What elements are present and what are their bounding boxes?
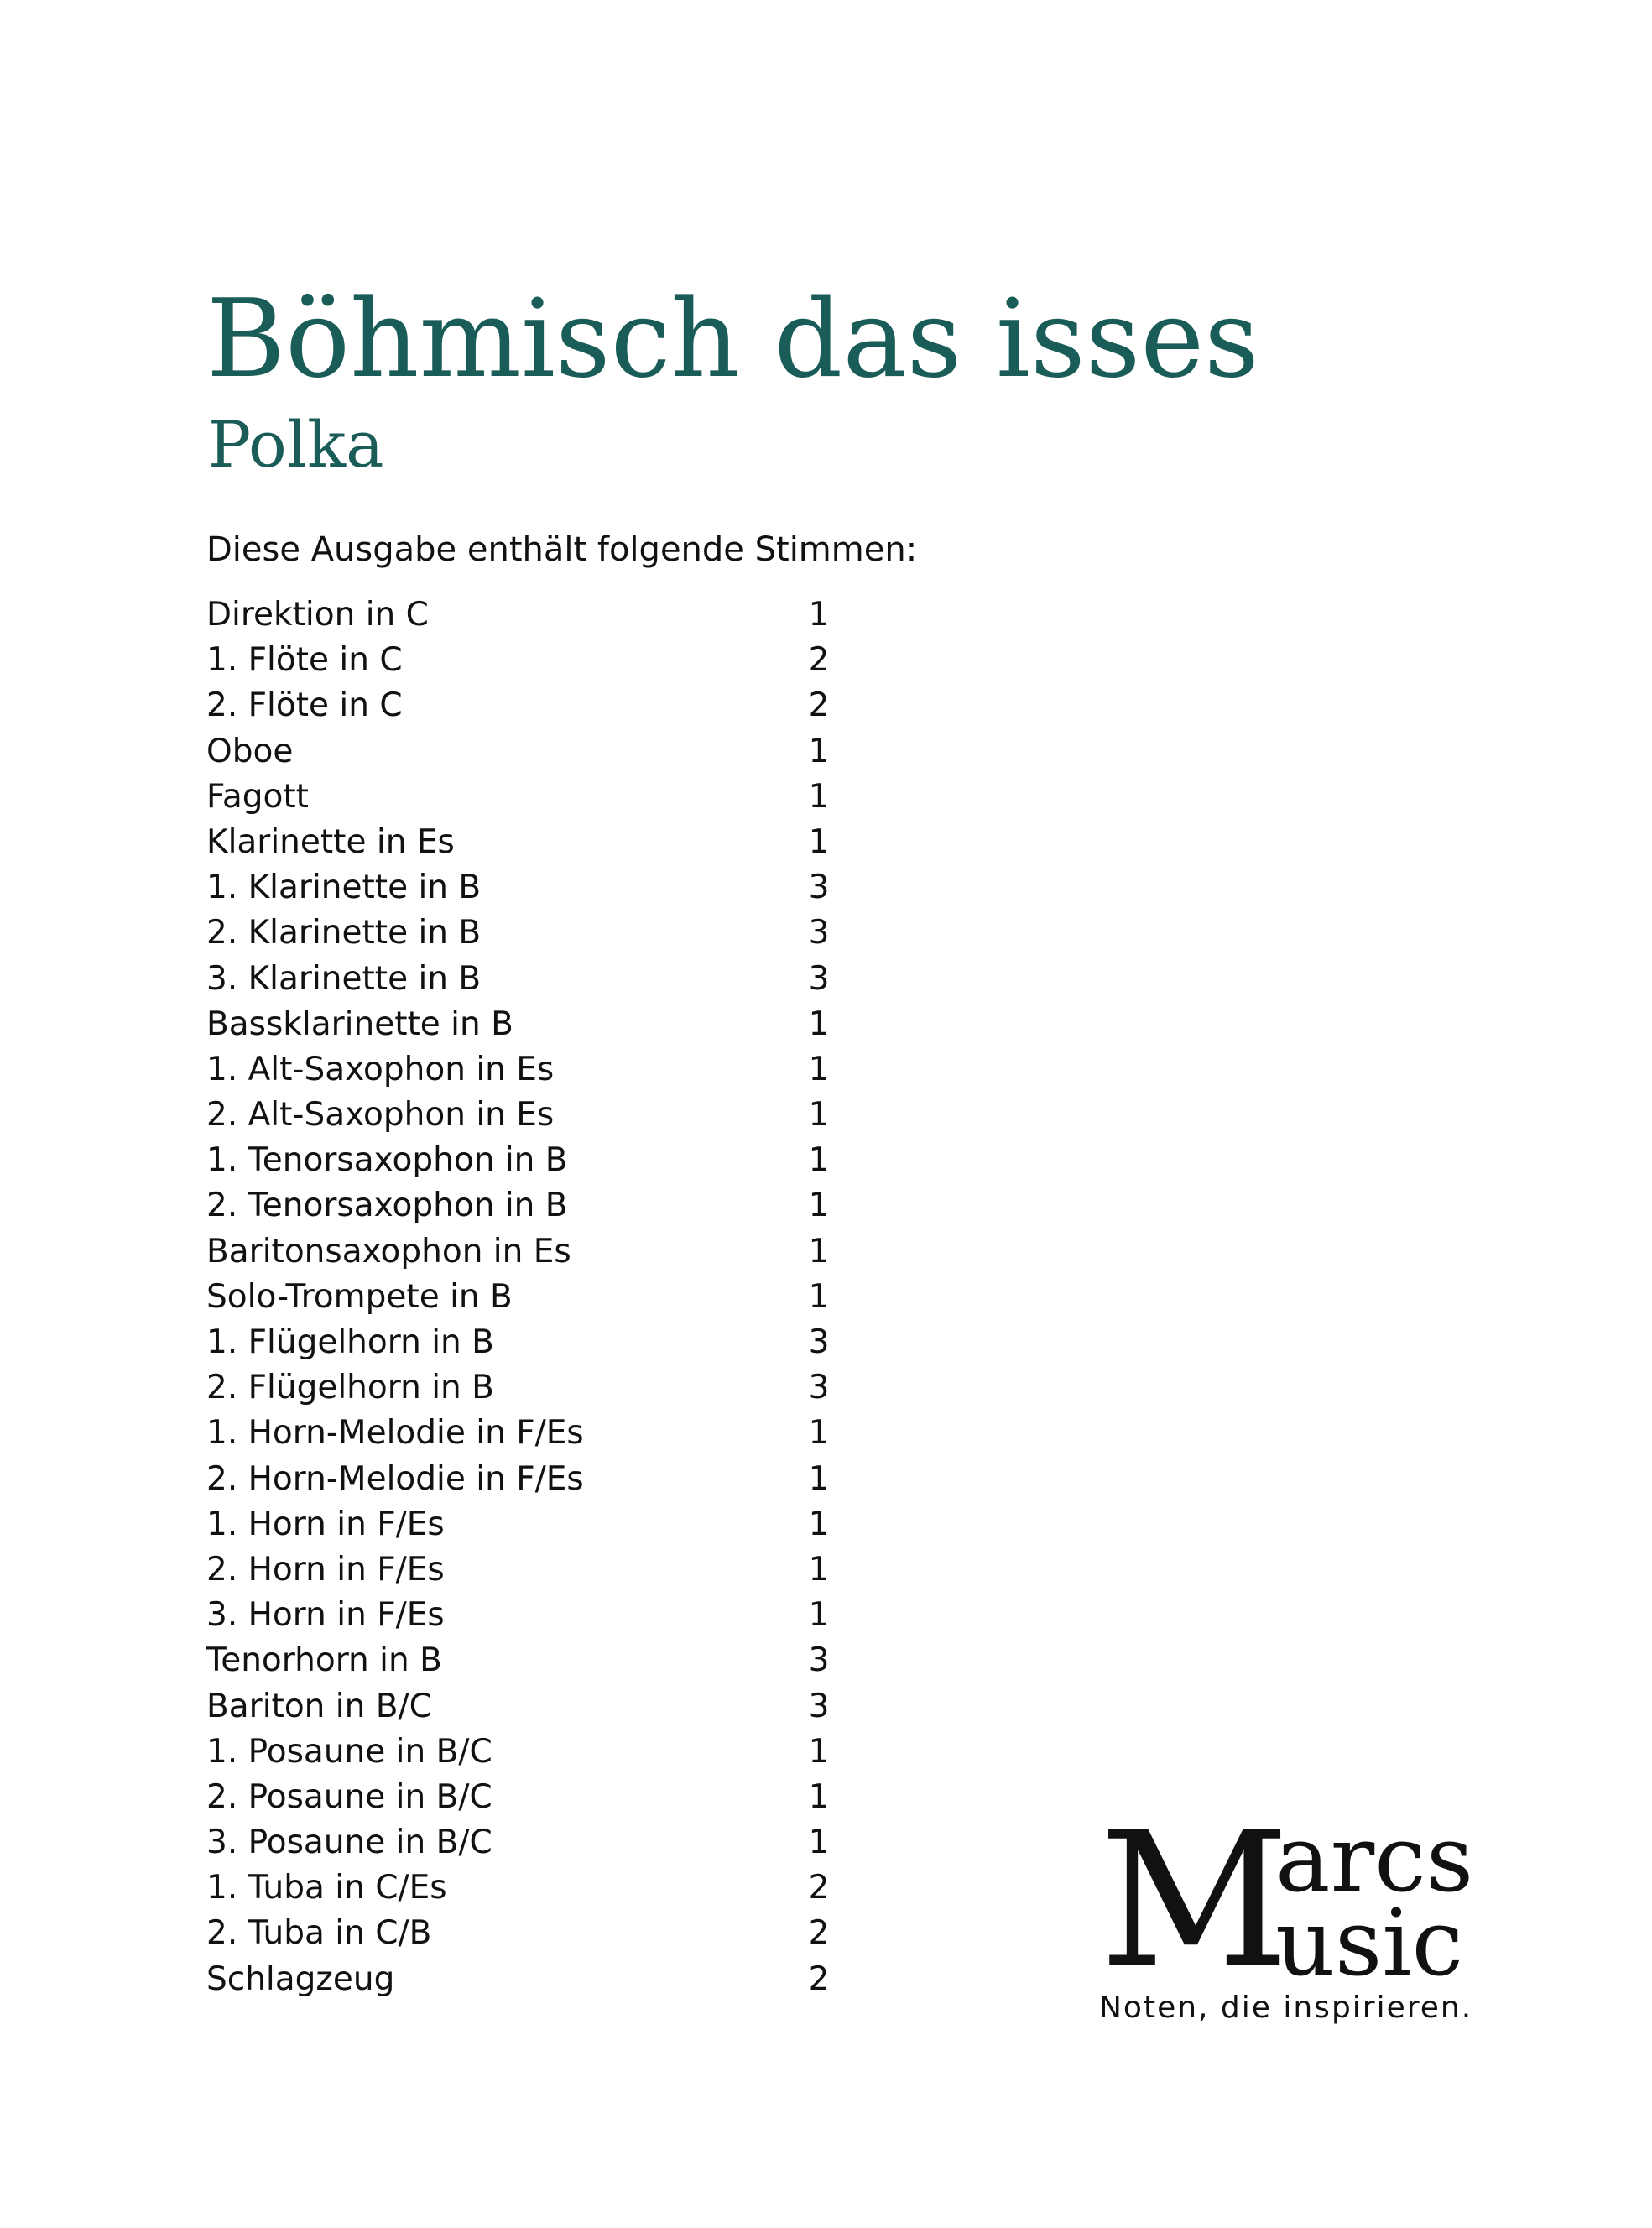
part-name: Schlagzeug bbox=[206, 1959, 395, 1998]
list-item bbox=[206, 820, 844, 865]
part-count: 2 bbox=[808, 686, 830, 725]
part-count: 1 bbox=[808, 1459, 830, 1498]
part-name: Klarinette in Es bbox=[206, 822, 455, 861]
part-name: Solo-Trompete in B bbox=[206, 1277, 513, 1316]
part-count: 1 bbox=[808, 1777, 830, 1816]
part-count: 2 bbox=[808, 1959, 830, 1998]
list-item bbox=[206, 1775, 844, 1820]
part-count: 3 bbox=[808, 914, 830, 952]
part-name: 1. Horn-Melodie in F/Es bbox=[206, 1414, 584, 1453]
list-item bbox=[206, 1684, 844, 1730]
part-name: 1. Tuba in C/Es bbox=[206, 1869, 447, 1907]
list-item bbox=[206, 1275, 844, 1320]
part-name: 1. Posaune in B/C bbox=[206, 1732, 492, 1771]
part-name: 1. Klarinette in B bbox=[206, 869, 482, 907]
part-name: 2. Horn-Melodie in F/Es bbox=[206, 1459, 584, 1498]
list-item bbox=[206, 775, 844, 820]
list-item bbox=[206, 1865, 844, 1911]
part-count: 1 bbox=[808, 1004, 830, 1043]
part-name: 1. Flügelhorn in B bbox=[206, 1323, 494, 1361]
list-item bbox=[206, 911, 844, 956]
part-count: 1 bbox=[808, 1505, 830, 1543]
part-name: 2. Alt-Saxophon in Es bbox=[206, 1096, 555, 1135]
part-count: 2 bbox=[808, 641, 830, 680]
part-count: 2 bbox=[808, 1914, 830, 1953]
page-subtitle: Polka bbox=[208, 407, 384, 482]
part-count: 1 bbox=[808, 1732, 830, 1771]
part-count: 1 bbox=[808, 1550, 830, 1589]
part-name: Fagott bbox=[206, 777, 309, 816]
list-item bbox=[206, 1320, 844, 1365]
list-item bbox=[206, 1183, 844, 1229]
list-item bbox=[206, 1593, 844, 1638]
part-name: 2. Klarinette in B bbox=[206, 914, 482, 952]
part-name: 1. Flöte in C bbox=[206, 641, 403, 680]
logo-line-1: arcs bbox=[1275, 1805, 1474, 1912]
list-item bbox=[206, 1002, 844, 1047]
list-item bbox=[206, 1047, 844, 1093]
part-count: 1 bbox=[808, 1277, 830, 1316]
logo-line-2: usic bbox=[1275, 1889, 1464, 1996]
part-name: 2. Flügelhorn in B bbox=[206, 1369, 494, 1407]
list-item bbox=[206, 957, 844, 1002]
part-count: 1 bbox=[808, 1232, 830, 1271]
logo-initial: M bbox=[1099, 1792, 1290, 2009]
list-item bbox=[206, 1502, 844, 1547]
list-item bbox=[206, 592, 844, 638]
list-item bbox=[206, 1457, 844, 1502]
part-name: 3. Posaune in B/C bbox=[206, 1824, 492, 1862]
part-name: Tenorhorn in B bbox=[206, 1641, 442, 1680]
page-title: Böhmisch das isses bbox=[206, 277, 1259, 402]
part-name: Bariton in B/C bbox=[206, 1687, 432, 1725]
list-item bbox=[206, 1138, 844, 1183]
part-count: 3 bbox=[808, 1641, 830, 1680]
list-item bbox=[206, 683, 844, 728]
list-item bbox=[206, 1365, 844, 1411]
part-count: 1 bbox=[808, 1096, 830, 1135]
list-item bbox=[206, 1411, 844, 1456]
part-name: 3. Horn in F/Es bbox=[206, 1596, 445, 1635]
part-name: 2. Horn in F/Es bbox=[206, 1550, 445, 1589]
part-count: 1 bbox=[808, 1187, 830, 1225]
part-name: Direktion in C bbox=[206, 596, 429, 634]
part-count: 1 bbox=[808, 596, 830, 634]
list-item bbox=[206, 1730, 844, 1775]
part-count: 1 bbox=[808, 1050, 830, 1088]
part-name: 2. Tuba in C/B bbox=[206, 1914, 432, 1953]
list-item bbox=[206, 1547, 844, 1593]
part-name: 1. Alt-Saxophon in Es bbox=[206, 1050, 555, 1088]
part-count: 1 bbox=[808, 1414, 830, 1453]
list-item bbox=[206, 1820, 844, 1865]
part-count: 1 bbox=[808, 777, 830, 816]
list-item bbox=[206, 1229, 844, 1275]
list-item bbox=[206, 1957, 844, 2002]
part-name: 2. Posaune in B/C bbox=[206, 1777, 492, 1816]
part-count: 1 bbox=[808, 1824, 830, 1862]
part-name: 1. Tenorsaxophon in B bbox=[206, 1141, 568, 1180]
part-count: 1 bbox=[808, 1141, 830, 1180]
list-item bbox=[206, 1911, 844, 1956]
part-name: 3. Klarinette in B bbox=[206, 959, 482, 998]
part-count: 2 bbox=[808, 1869, 830, 1907]
logo-tagline: Noten, die inspirieren. bbox=[1099, 1991, 1473, 2025]
part-count: 1 bbox=[808, 822, 830, 861]
part-name: 1. Horn in F/Es bbox=[206, 1505, 445, 1543]
part-name: 2. Tenorsaxophon in B bbox=[206, 1187, 568, 1225]
part-count: 1 bbox=[808, 732, 830, 770]
list-item bbox=[206, 865, 844, 911]
part-count: 3 bbox=[808, 1687, 830, 1725]
parts-intro: Diese Ausgabe enthält folgende Stimmen: bbox=[206, 530, 918, 569]
list-item bbox=[206, 1093, 844, 1138]
parts-list bbox=[206, 592, 844, 2002]
part-count: 3 bbox=[808, 869, 830, 907]
part-count: 1 bbox=[808, 1596, 830, 1635]
part-name: 2. Flöte in C bbox=[206, 686, 403, 725]
part-name: Baritonsaxophon in Es bbox=[206, 1232, 571, 1271]
part-name: Bassklarinette in B bbox=[206, 1004, 513, 1043]
list-item bbox=[206, 638, 844, 683]
part-count: 3 bbox=[808, 959, 830, 998]
list-item bbox=[206, 729, 844, 775]
part-count: 3 bbox=[808, 1323, 830, 1361]
part-name: Oboe bbox=[206, 732, 294, 770]
list-item bbox=[206, 1638, 844, 1683]
part-count: 3 bbox=[808, 1369, 830, 1407]
